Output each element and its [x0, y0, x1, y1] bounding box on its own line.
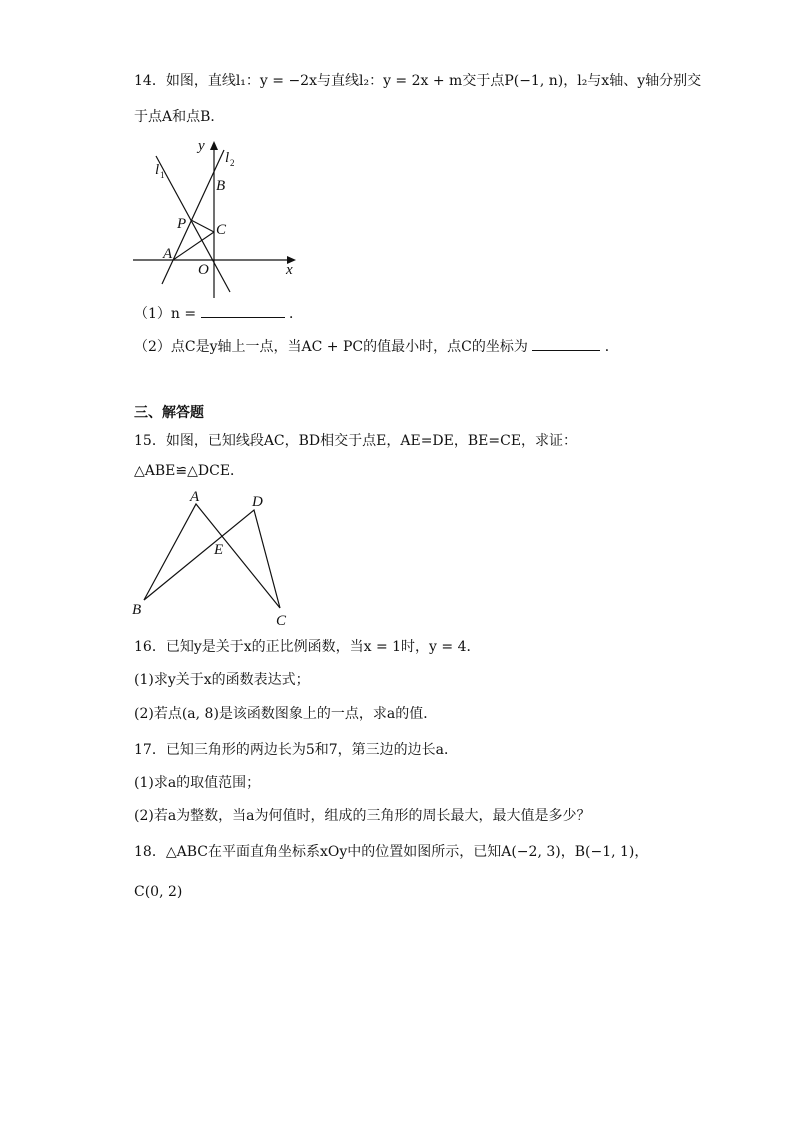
- label-y: y: [198, 138, 205, 154]
- q14-stem-line2: 于点A和点B．: [134, 109, 225, 125]
- label-l2: l: [225, 150, 230, 166]
- label-l1: l: [155, 162, 160, 178]
- label-b: B: [216, 178, 226, 194]
- q15-stem-line2: △ABE≌△DCE．: [134, 463, 245, 479]
- label-l2-sub: 2: [230, 158, 235, 168]
- q14-figure: [126, 134, 302, 302]
- q16-part2: (2)若点(a, 8)是该函数图象上的一点，求a的值．: [134, 706, 438, 722]
- q15-figure: [128, 484, 298, 630]
- q14-part1-prefix: （1）n =: [134, 306, 197, 322]
- label-x: x: [286, 262, 293, 278]
- label-l1-sub: 1: [160, 170, 165, 180]
- q15-stem-line1: 15．如图，已知线段AC，BD相交于点E，AE=DE，BE=CE，求证：: [134, 433, 578, 449]
- label-c: C: [276, 613, 287, 629]
- q14-part1-suffix: ．: [289, 306, 304, 322]
- q14-part1: [134, 304, 303, 324]
- q14-part2-answer-blank[interactable]: [532, 338, 600, 351]
- q18-stem-line2: C(0, 2): [134, 884, 183, 900]
- label-d: D: [252, 494, 263, 510]
- q16-part1: (1)求y关于x的函数表达式；: [134, 672, 310, 688]
- q17-part2: (2)若a为整数，当a为何值时，组成的三角形的周长最大，最大值是多少？: [134, 808, 591, 824]
- q18-stem-line1: 18．△ABC在平面直角坐标系xOy中的位置如图所示，已知A(−2, 3)，B(−1, 1)，: [134, 844, 649, 860]
- label-o: O: [198, 262, 209, 278]
- q14-part2-suffix: ．: [604, 339, 619, 355]
- label-a: A: [163, 246, 173, 262]
- q17-stem: 17．已知三角形的两边长为5和7，第三边的边长a．: [134, 742, 458, 758]
- q14-stem-line1: 14．如图，直线l₁：y = −2x与直线l₂：y = 2x + m交于点P(−1, n)，l₂与x轴、y轴分别交: [134, 73, 702, 89]
- label-c: C: [216, 222, 227, 238]
- q14-part2-prefix: （2）点C是y轴上一点，当AC + PC的值最小时，点C的坐标为: [134, 339, 528, 355]
- q14-part2: [134, 337, 619, 357]
- q17-part1: (1)求a的取值范围；: [134, 775, 261, 791]
- q14-part1-answer-blank[interactable]: [201, 305, 285, 318]
- label-a: A: [190, 489, 200, 505]
- label-p: P: [177, 216, 187, 232]
- q16-stem: 16．已知y是关于x的正比例函数，当x = 1时，y = 4．: [134, 639, 481, 655]
- label-e: E: [214, 542, 224, 558]
- y-axis-arrow-icon: [210, 141, 218, 150]
- label-b: B: [132, 602, 142, 618]
- section-title: 三、解答题: [134, 405, 204, 421]
- path-b-a-c: [144, 504, 280, 608]
